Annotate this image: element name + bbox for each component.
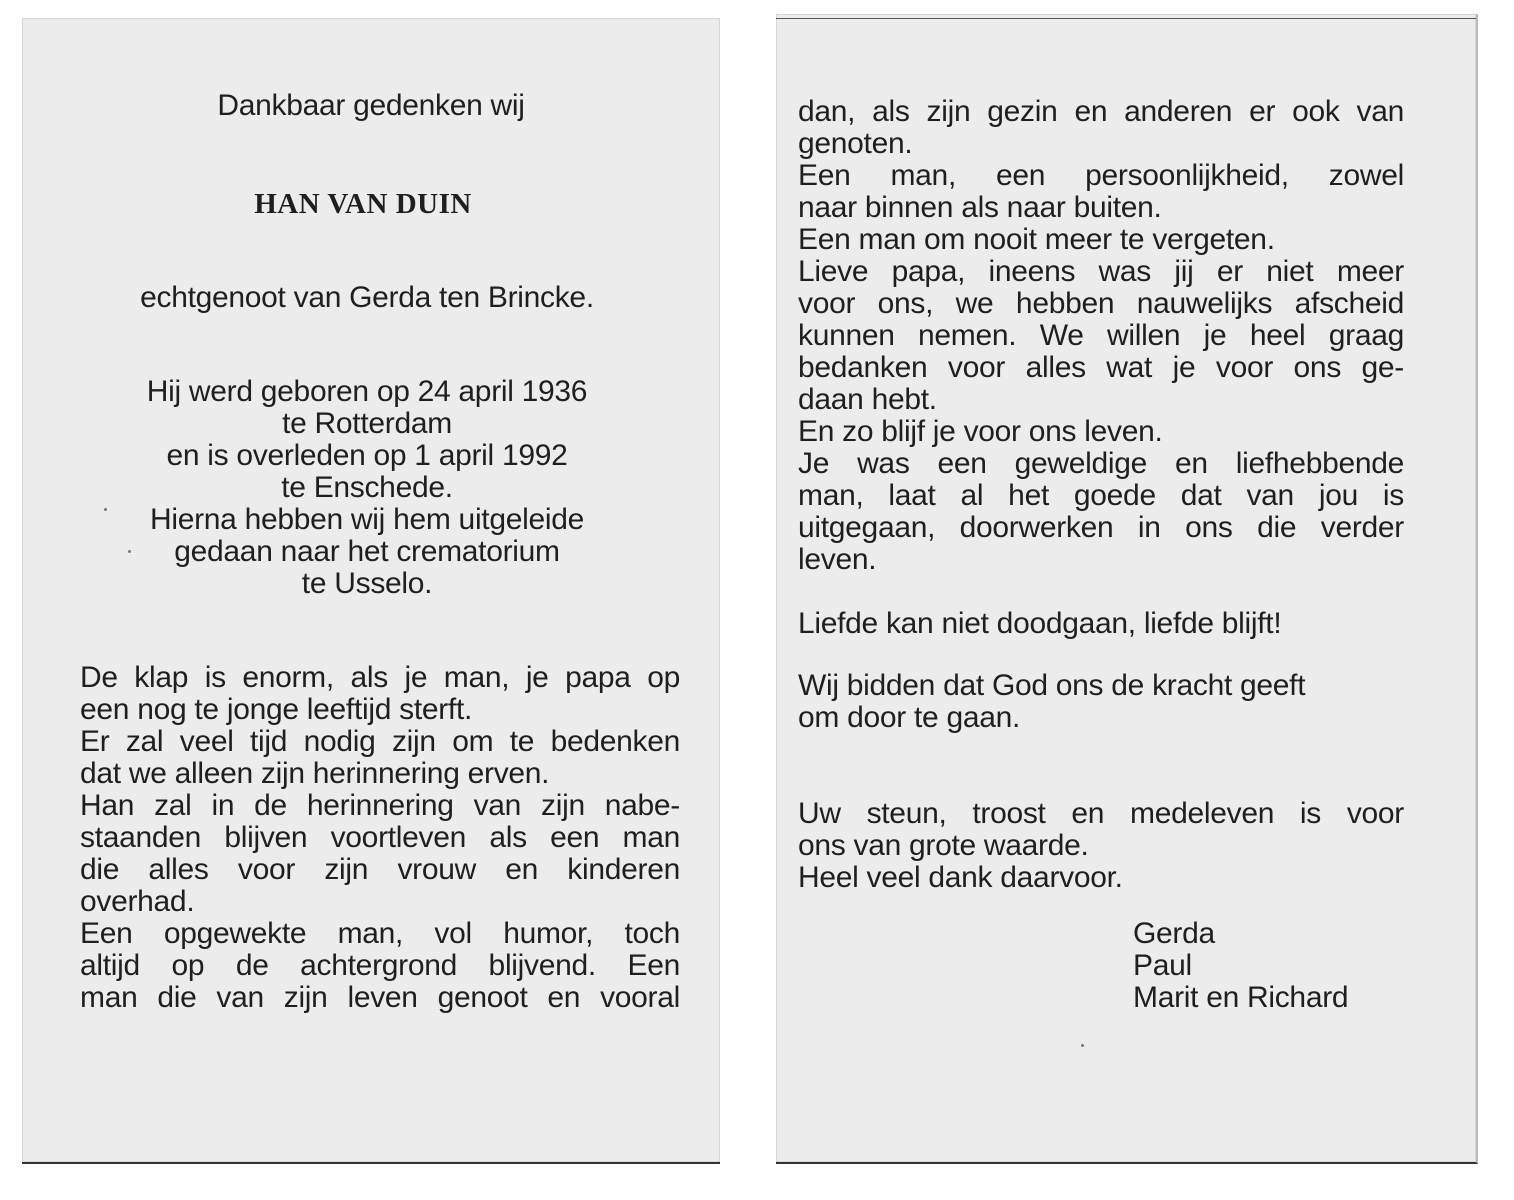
deceased-name: HAN VAN DUIN bbox=[254, 188, 472, 220]
body-line: Een opgewekte man, vol humor, toch bbox=[80, 917, 680, 950]
body-line: uitgegaan, doorwerken in ons die verder bbox=[798, 511, 1404, 544]
quote-line: Liefde kan niet doodgaan, liefde blijft! bbox=[798, 607, 1282, 640]
body-line: En zo blijf je voor ons leven. bbox=[798, 415, 1163, 448]
birth-death-line: te Enschede. bbox=[281, 471, 453, 504]
memorial-card-right bbox=[776, 14, 1478, 1164]
body-line: Een man, een persoonlijkheid, zowel bbox=[798, 159, 1404, 192]
signature-name: Gerda bbox=[1133, 917, 1215, 950]
birth-death-line: en is overleden op 1 april 1992 bbox=[166, 439, 568, 472]
memorial-card-left bbox=[22, 18, 720, 1164]
paper-speck bbox=[104, 508, 107, 511]
body-line: kunnen nemen. We willen je heel graag bbox=[798, 319, 1404, 352]
body-line: man, laat al het goede dat van jou is bbox=[798, 479, 1404, 512]
thanks-line: Heel veel dank daarvoor. bbox=[798, 861, 1123, 894]
prayer-line: om door te gaan. bbox=[798, 701, 1021, 734]
body-line: Lieve papa, ineens was jij er niet meer bbox=[798, 255, 1404, 288]
body-line: bedanken voor alles wat je voor ons ge- bbox=[798, 351, 1404, 384]
body-line: dan, als zijn gezin en anderen er ook van bbox=[798, 95, 1404, 128]
signature-name: Marit en Richard bbox=[1133, 981, 1349, 1014]
spouse-line: echtgenoot van Gerda ten Brincke. bbox=[140, 281, 594, 314]
body-line: die alles voor zijn vrouw en kinderen bbox=[80, 853, 680, 886]
body-line: naar binnen als naar buiten. bbox=[798, 191, 1162, 224]
body-line: dat we alleen zijn herinnering erven. bbox=[80, 757, 550, 790]
birth-death-line: gedaan naar het crematorium bbox=[174, 535, 560, 568]
thanks-line: Uw steun, troost en medeleven is voor bbox=[798, 797, 1404, 830]
heading: Dankbaar gedenken wij bbox=[217, 89, 525, 122]
body-line: leven. bbox=[798, 543, 877, 576]
body-line: staanden blijven voortleven als een man bbox=[80, 821, 680, 854]
prayer-line: Wij bidden dat God ons de kracht geeft bbox=[798, 669, 1306, 702]
body-line: een nog te jonge leeftijd sterft. bbox=[80, 693, 473, 726]
body-line: overhad. bbox=[80, 885, 195, 918]
body-line: Een man om nooit meer te vergeten. bbox=[798, 223, 1275, 256]
body-line: Er zal veel tijd nodig zijn om te bedenken bbox=[80, 725, 680, 758]
body-line: Han zal in de herinnering van zijn nabe- bbox=[80, 789, 680, 822]
body-line: genoten. bbox=[798, 127, 913, 160]
birth-death-line: te Usselo. bbox=[301, 567, 433, 600]
signature-name: Paul bbox=[1133, 949, 1192, 982]
body-line: altijd op de achtergrond blijvend. Een bbox=[80, 949, 680, 982]
body-line: De klap is enorm, als je man, je papa op bbox=[80, 661, 680, 694]
birth-death-line: Hij werd geboren op 24 april 1936 bbox=[146, 375, 588, 408]
birth-death-line: te Rotterdam bbox=[282, 407, 452, 440]
body-line: voor ons, we hebben nauwelijks afscheid bbox=[798, 287, 1404, 320]
body-line: man die van zijn leven genoot en vooral bbox=[80, 981, 680, 1014]
paper-speck bbox=[1081, 1044, 1084, 1047]
birth-death-line: Hierna hebben wij hem uitgeleide bbox=[149, 503, 584, 536]
thanks-line: ons van grote waarde. bbox=[798, 829, 1089, 862]
body-line: Je was een geweldige en liefhebbende bbox=[798, 447, 1404, 480]
body-line: daan hebt. bbox=[798, 383, 937, 416]
card-edge bbox=[776, 18, 1476, 19]
paper-speck bbox=[128, 550, 131, 553]
